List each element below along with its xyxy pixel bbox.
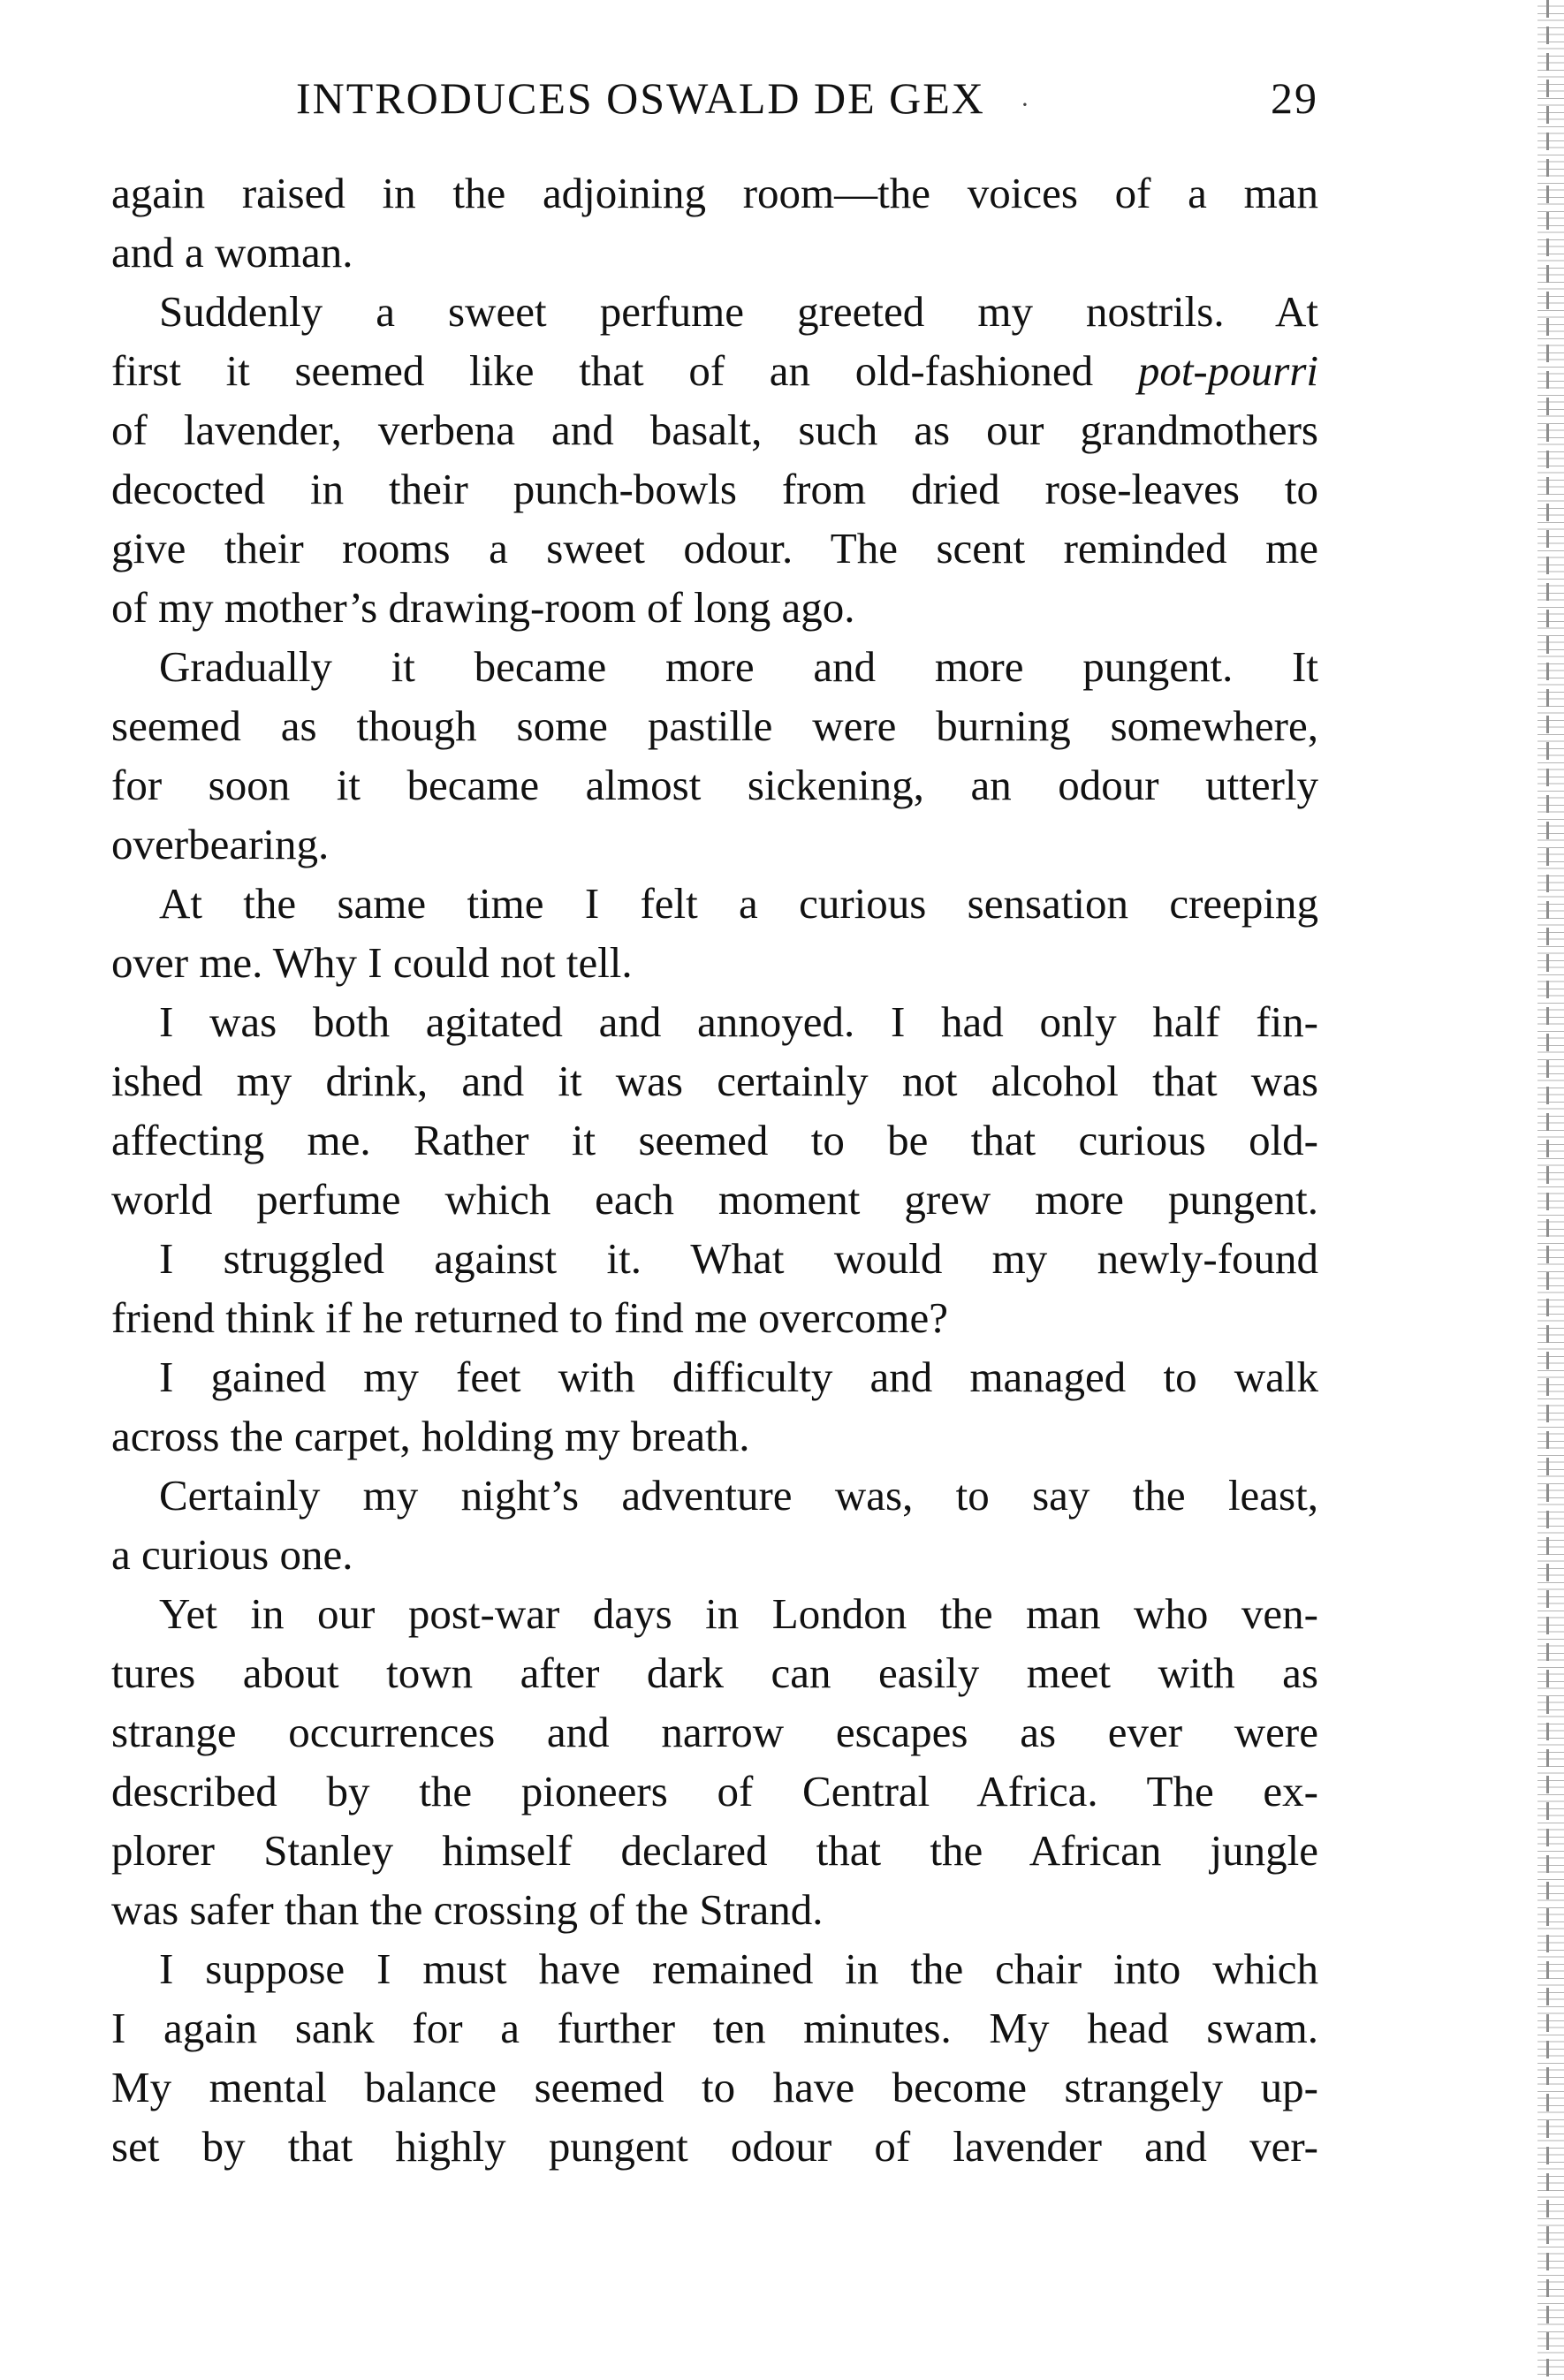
page-number: 29 — [1271, 73, 1318, 123]
text-line — [111, 755, 1318, 815]
text-line — [111, 578, 1318, 637]
text-line-content: world perfume which each moment grew more pungent. — [111, 1175, 1318, 1224]
text-line-content: Certainly my night’s adventure was, to say the least, — [159, 1471, 1318, 1520]
text-line — [111, 1998, 1318, 2058]
text-line-content: of lavender, verbena and basalt, such as our grandmothers — [111, 406, 1318, 454]
text-line-content: At the same time I felt a curious sensation creeping — [159, 879, 1318, 928]
text-line-content: Yet in our post-war days in London the man who ven- — [159, 1589, 1318, 1638]
text-line-content: I suppose I must have remained in the chair into which — [159, 1944, 1318, 1993]
text-line — [111, 696, 1318, 755]
text-line-content: was safer than the crossing of the Strand. — [111, 1885, 824, 1934]
text-line — [111, 1110, 1318, 1170]
text-line — [111, 1939, 1318, 1998]
text-line — [111, 1347, 1318, 1406]
text-line — [111, 933, 1318, 992]
text-line — [111, 1702, 1318, 1762]
text-line-content: I was both agitated and annoyed. I had only half fin- — [159, 997, 1318, 1046]
text-line — [111, 341, 1318, 400]
text-line — [111, 1821, 1318, 1880]
text-line-content: described by the pioneers of Central Africa. The ex- — [111, 1767, 1318, 1815]
text-line-content: I again sank for a further ten minutes. My head swam. — [111, 2004, 1318, 2052]
text-line — [111, 1229, 1318, 1288]
text-line — [111, 874, 1318, 933]
page-body-text — [111, 163, 1318, 2176]
text-line-content: I struggled against it. What would my newly-found — [159, 1234, 1318, 1283]
text-line-content: strange occurrences and narrow escapes as ever were — [111, 1708, 1318, 1756]
text-line-content: give their rooms a sweet odour. The scent reminded me — [111, 524, 1318, 572]
chapter-title: INTRODUCES OSWALD DE GEX — [296, 73, 985, 123]
text-line — [111, 815, 1318, 874]
text-line — [111, 459, 1318, 519]
text-line — [111, 1406, 1318, 1466]
text-line — [111, 2058, 1318, 2117]
text-line — [111, 1762, 1318, 1821]
text-line-content: overbearing. — [111, 820, 330, 868]
italic-phrase: pot-pourri — [1137, 346, 1318, 395]
text-line-content: over me. Why I could not tell. — [111, 938, 633, 987]
text-line — [111, 1525, 1318, 1584]
text-line-content: ished my drink, and it was certainly not alcohol that was — [111, 1057, 1318, 1105]
text-line — [111, 992, 1318, 1051]
text-line — [111, 1643, 1318, 1702]
text-line-content: a curious one. — [111, 1530, 353, 1579]
scan-edge-artifact — [1537, 0, 1564, 2380]
text-line — [111, 637, 1318, 696]
text-line-content: across the carpet, holding my breath. — [111, 1412, 750, 1460]
text-line-content: first it seemed like that of an old-fashioned — [111, 346, 1138, 395]
running-header — [296, 72, 1318, 134]
header-separator: · — [1020, 90, 1031, 119]
text-line-content: My mental balance seemed to have become strangely up- — [111, 2063, 1318, 2111]
text-line-content: set by that highly pungent odour of lavender and ver- — [111, 2122, 1318, 2171]
text-line-content: affecting me. Rather it seemed to be that curious old- — [111, 1116, 1318, 1164]
text-line-content: Gradually it became more and more pungent. It — [159, 642, 1318, 691]
text-line — [111, 282, 1318, 341]
text-line-content: tures about town after dark can easily meet with as — [111, 1649, 1318, 1697]
text-line-content: seemed as though some pastille were burning somewhere, — [111, 701, 1318, 750]
text-line — [111, 1466, 1318, 1525]
text-line — [111, 400, 1318, 459]
text-line-content: plorer Stanley himself declared that the African jungle — [111, 1826, 1318, 1875]
text-line-content: decocted in their punch-bowls from dried rose-leaves to — [111, 465, 1318, 513]
text-line-content: and a woman. — [111, 228, 353, 277]
text-line — [111, 1170, 1318, 1229]
text-line-content: for soon it became almost sickening, an odour utterly — [111, 761, 1318, 809]
text-line-content: I gained my feet with difficulty and managed to walk — [159, 1353, 1318, 1401]
text-line — [111, 1584, 1318, 1643]
text-line — [111, 1051, 1318, 1110]
text-line-content: again raised in the adjoining room—the voices of a man — [111, 169, 1318, 217]
text-line-content: Suddenly a sweet perfume greeted my nostrils. At — [159, 287, 1318, 336]
text-line — [111, 1880, 1318, 1939]
text-line-content: friend think if he returned to find me overcome? — [111, 1293, 948, 1342]
text-line — [111, 1288, 1318, 1347]
text-line-content: of my mother’s drawing-room of long ago. — [111, 583, 855, 632]
text-line — [111, 519, 1318, 578]
text-line — [111, 163, 1318, 223]
text-line — [111, 223, 1318, 282]
text-line — [111, 2117, 1318, 2176]
